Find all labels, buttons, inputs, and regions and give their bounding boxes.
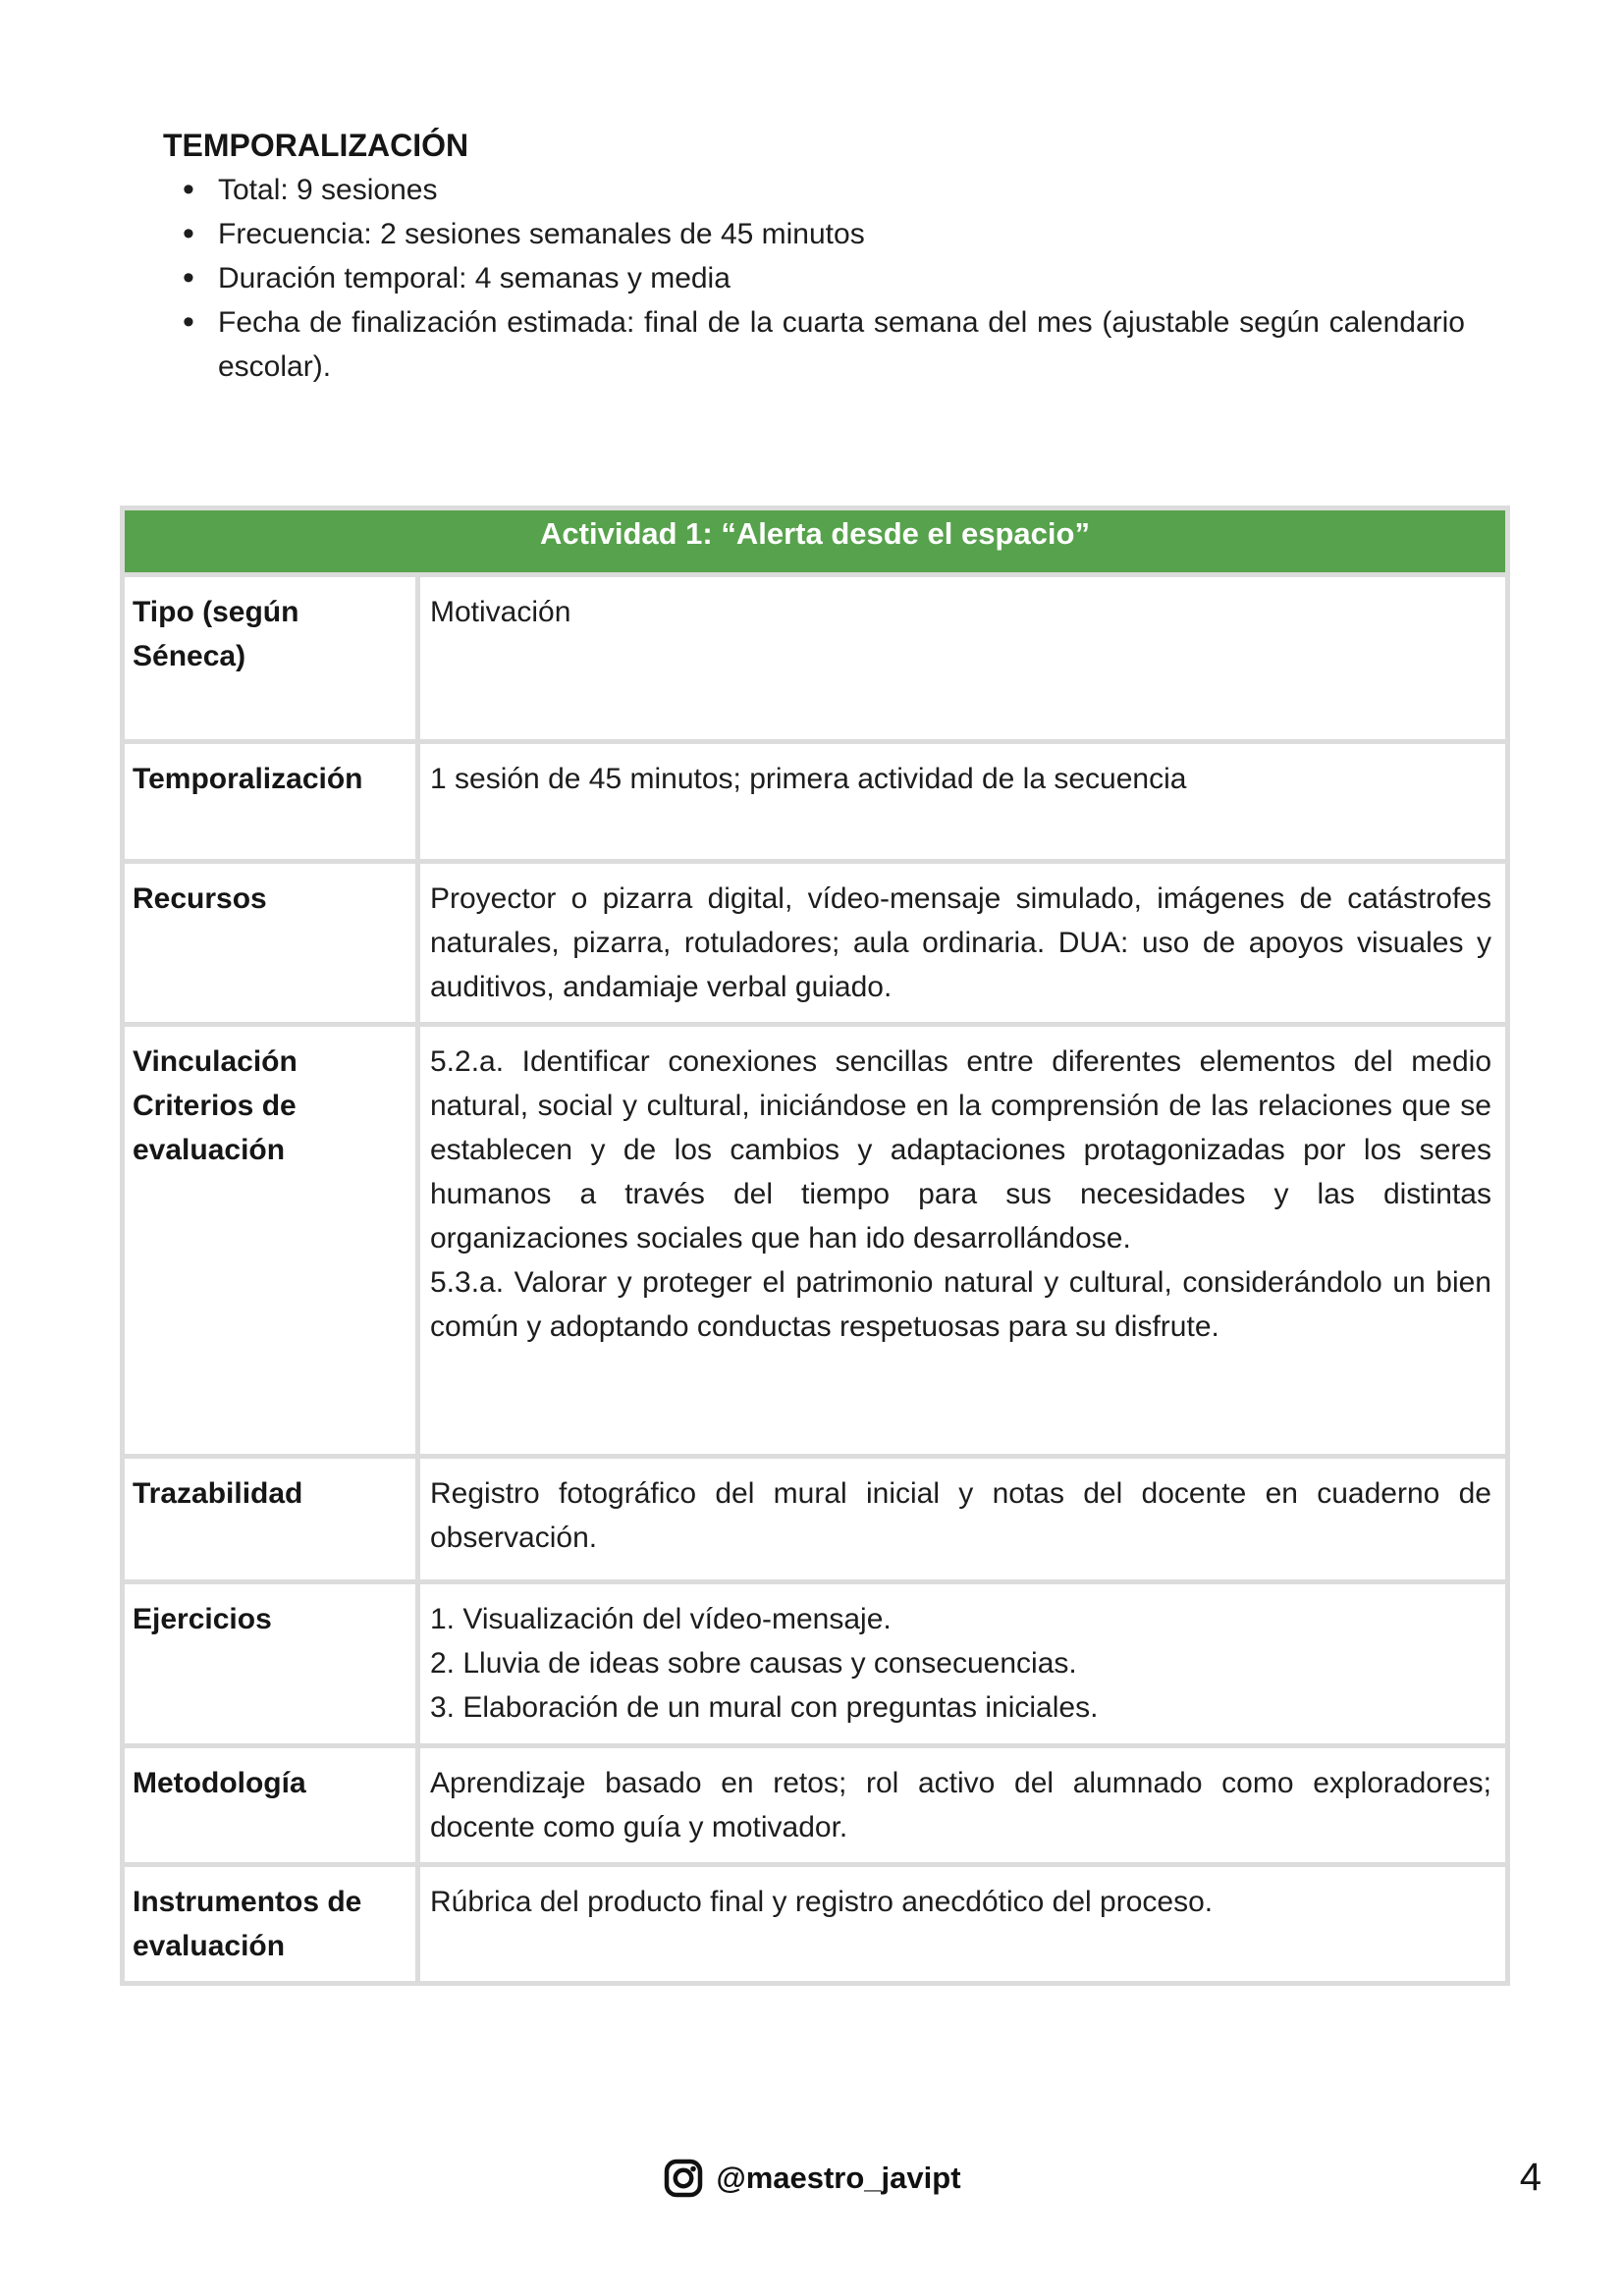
row-value-tipo: Motivación bbox=[418, 575, 1508, 742]
bullet-item-duracion: • Duración temporal: 4 semanas y media bbox=[163, 256, 1465, 300]
row-label-recursos: Recursos bbox=[123, 862, 418, 1025]
ejercicio-item-2: 2. Lluvia de ideas sobre causas y consecuencias. bbox=[430, 1647, 1077, 1680]
table-row-vinculacion bbox=[123, 1025, 1508, 1457]
vinculacion-paragraph-1: 5.2.a. Identificar conexiones sencillas entre diferentes elementos del medio natural, social y cultural, iniciándose en la comprensión de las relaciones que se establecen y de los cambios y adaptaciones protagonizadas por los seres humanos a través del tiempo para sus necesidades y las distintas organizaciones sociales que han ido desarrollándose. bbox=[430, 1045, 1491, 1255]
row-label-vinculacion: Vinculación Criterios de evaluación bbox=[123, 1025, 418, 1457]
section-heading: TEMPORALIZACIÓN bbox=[163, 128, 469, 163]
temporalizacion-section bbox=[163, 124, 1465, 389]
temporalizacion-bullet-list bbox=[163, 168, 1465, 389]
row-value-recursos: Proyector o pizarra digital, vídeo-mensaje simulado, imágenes de catástrofes naturales, pizarra, rotuladores; aula ordinaria. DUA: uso de apoyos visuales y auditivos, andamiaje verbal guiado. bbox=[418, 862, 1508, 1025]
table-row-tipo bbox=[123, 575, 1508, 742]
row-label-temporalizacion: Temporalización bbox=[123, 742, 418, 862]
instagram-icon bbox=[663, 2158, 704, 2199]
vinculacion-paragraph-2: 5.3.a. Valorar y proteger el patrimonio natural y cultural, considerándolo un bien común y adoptando conductas respetuosas para su disfrute. bbox=[430, 1266, 1491, 1343]
row-label-trazabilidad: Trazabilidad bbox=[123, 1457, 418, 1582]
table-row-temporalizacion bbox=[123, 742, 1508, 862]
table-row-trazabilidad bbox=[123, 1457, 1508, 1582]
table-row-metodologia bbox=[123, 1746, 1508, 1865]
table-row-instrumentos bbox=[123, 1865, 1508, 1984]
activity-table bbox=[120, 506, 1505, 1986]
row-label-instrumentos: Instrumentos de evaluación bbox=[123, 1865, 418, 1984]
ejercicio-item-1: 1. Visualización del vídeo-mensaje. bbox=[430, 1603, 892, 1635]
row-value-instrumentos: Rúbrica del producto final y registro anecdótico del proceso. bbox=[418, 1865, 1508, 1984]
instagram-handle: @maestro_javipt bbox=[716, 2161, 961, 2195]
row-label-tipo: Tipo (según Séneca) bbox=[123, 575, 418, 742]
row-label-metodologia: Metodología bbox=[123, 1746, 418, 1865]
row-value-temporalizacion: 1 sesión de 45 minutos; primera actividad de la secuencia bbox=[418, 742, 1508, 862]
row-label-ejercicios: Ejercicios bbox=[123, 1582, 418, 1746]
table-row-ejercicios bbox=[123, 1582, 1508, 1746]
row-value-ejercicios bbox=[418, 1582, 1508, 1746]
table-row-recursos bbox=[123, 862, 1508, 1025]
activity-table-title-row bbox=[123, 508, 1508, 575]
bullet-item-total: • Total: 9 sesiones bbox=[163, 168, 1465, 212]
row-value-trazabilidad: Registro fotográfico del mural inicial y notas del docente en cuaderno de observación. bbox=[418, 1457, 1508, 1582]
row-value-metodologia: Aprendizaje basado en retos; rol activo del alumnado como exploradores; docente como guía y motivador. bbox=[418, 1746, 1508, 1865]
bullet-item-fecha: • Fecha de finalización estimada: final de la cuarta semana del mes (ajustable según calendario escolar). bbox=[163, 300, 1465, 389]
ejercicio-item-3: 3. Elaboración de un mural con preguntas iniciales. bbox=[430, 1691, 1099, 1724]
page-number: 4 bbox=[1519, 2156, 1542, 2199]
bullet-item-frecuencia: • Frecuencia: 2 sesiones semanales de 45 minutos bbox=[163, 212, 1465, 256]
row-value-vinculacion bbox=[418, 1025, 1508, 1457]
activity-table-title: Actividad 1: “Alerta desde el espacio” bbox=[123, 508, 1508, 575]
page-footer bbox=[0, 2158, 1624, 2199]
